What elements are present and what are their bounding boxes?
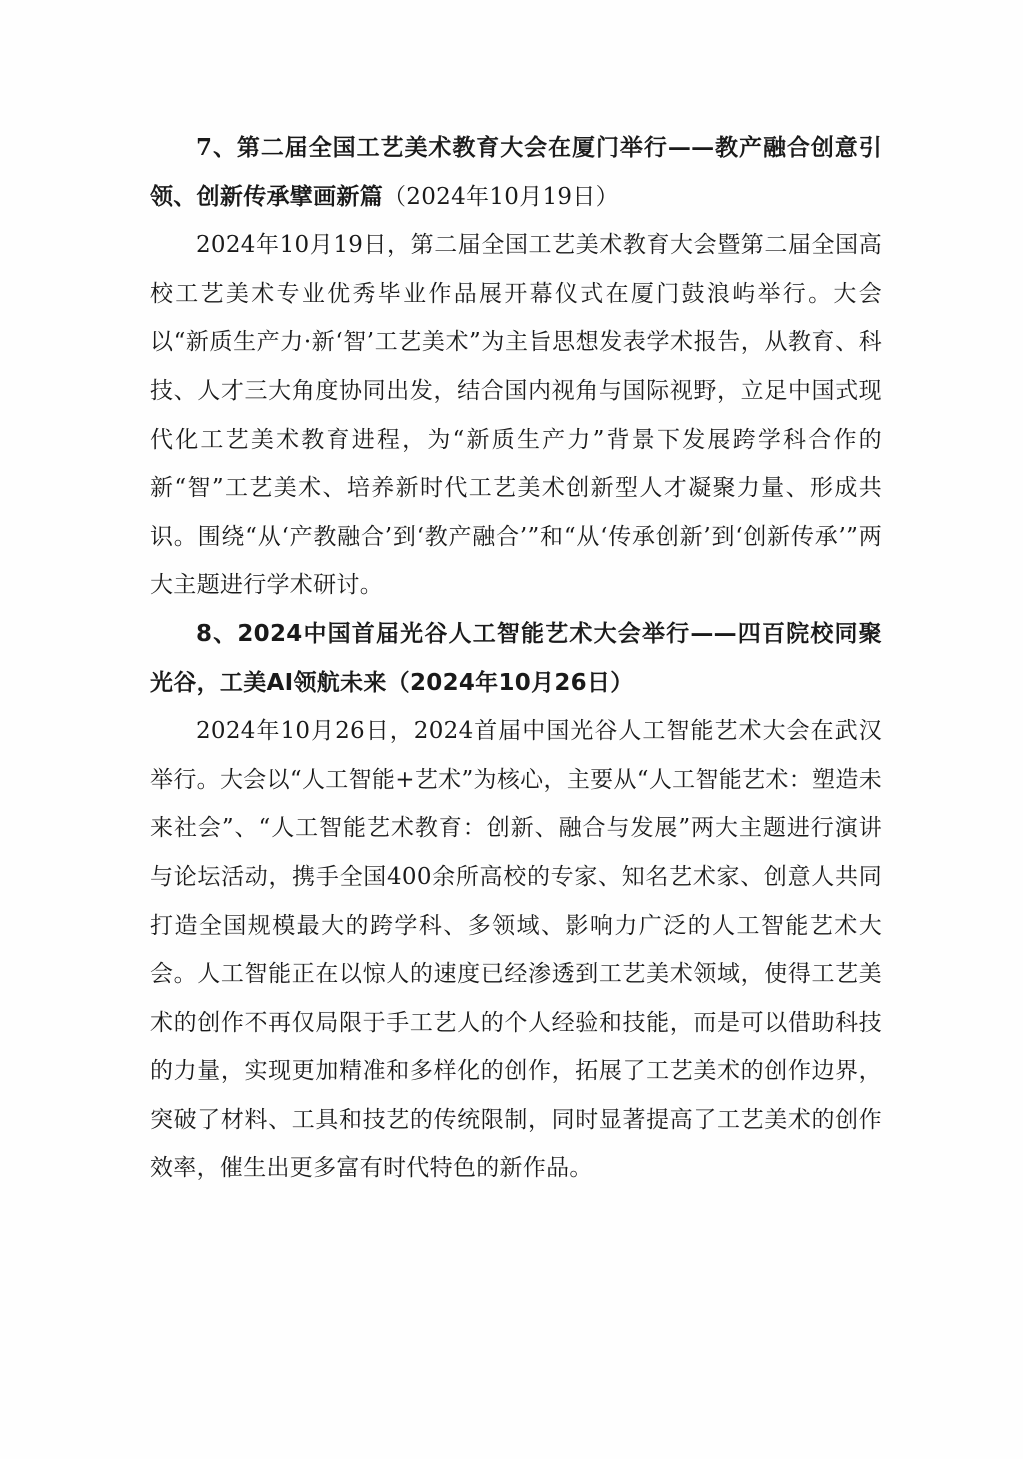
section-7-body: 2024年10月19日，第二届全国工艺美术教育大会暨第二届全国高校工艺美术专业优秀毕业作品展开幕仪式在厦门鼓浪屿举行。大会以“新质生产力·新‘智’工艺美术”为主旨思想发表学术报告，从教育、科技、人才三大角度协同出发，结合国内视角与国际视野，立足中国式现代化工艺美术教育进程，为“新质生产力”背景下发展跨学科合作的新“智”工艺美术、培养新时代工艺美术创新型人才凝聚力量、形成共识。围绕“从‘产教融合’到‘教产融合’”和“从‘传承创新’到‘创新传承’”两大主题进行学术研讨。 (150, 232, 882, 599)
section-8-body: 2024年10月26日，2024首届中国光谷人工智能艺术大会在武汉举行。大会以“人工智能+艺术”为核心，主要从“人工智能艺术：塑造未来社会”、“人工智能艺术教育：创新、融合与发展”两大主题进行演讲与论坛活动，携手全国400余所高校的专家、知名艺术家、创意人共同打造全国规模最大的跨学科、多领域、影响力广泛的人工智能艺术大会。人工智能正在以惊人的速度已经渗透到工艺美术领域，使得工艺美术的创作不再仅局限于手工艺人的个人经验和技能，而是可以借助科技的力量，实现更加精准和多样化的创作，拓展了工艺美术的创作边界，突破了材料、工具和技艺的传统限制，同时显著提高了工艺美术的创作效率，催生出更多富有时代特色的新作品。 (150, 718, 882, 1182)
section-8-heading: 8、2024中国首届光谷人工智能艺术大会举行——四百院校同聚光谷，工美AI领航未来（2024年10月26日） (150, 620, 882, 696)
document-content (150, 124, 882, 1193)
section-7-heading-main: 7、第二届全国工艺美术教育大会在厦门举行——教产融合创意引领、创新传承擘画新篇 (150, 134, 882, 210)
section-7-heading (150, 124, 882, 221)
section-7-heading-date: （2024年10月19日） (383, 183, 619, 210)
